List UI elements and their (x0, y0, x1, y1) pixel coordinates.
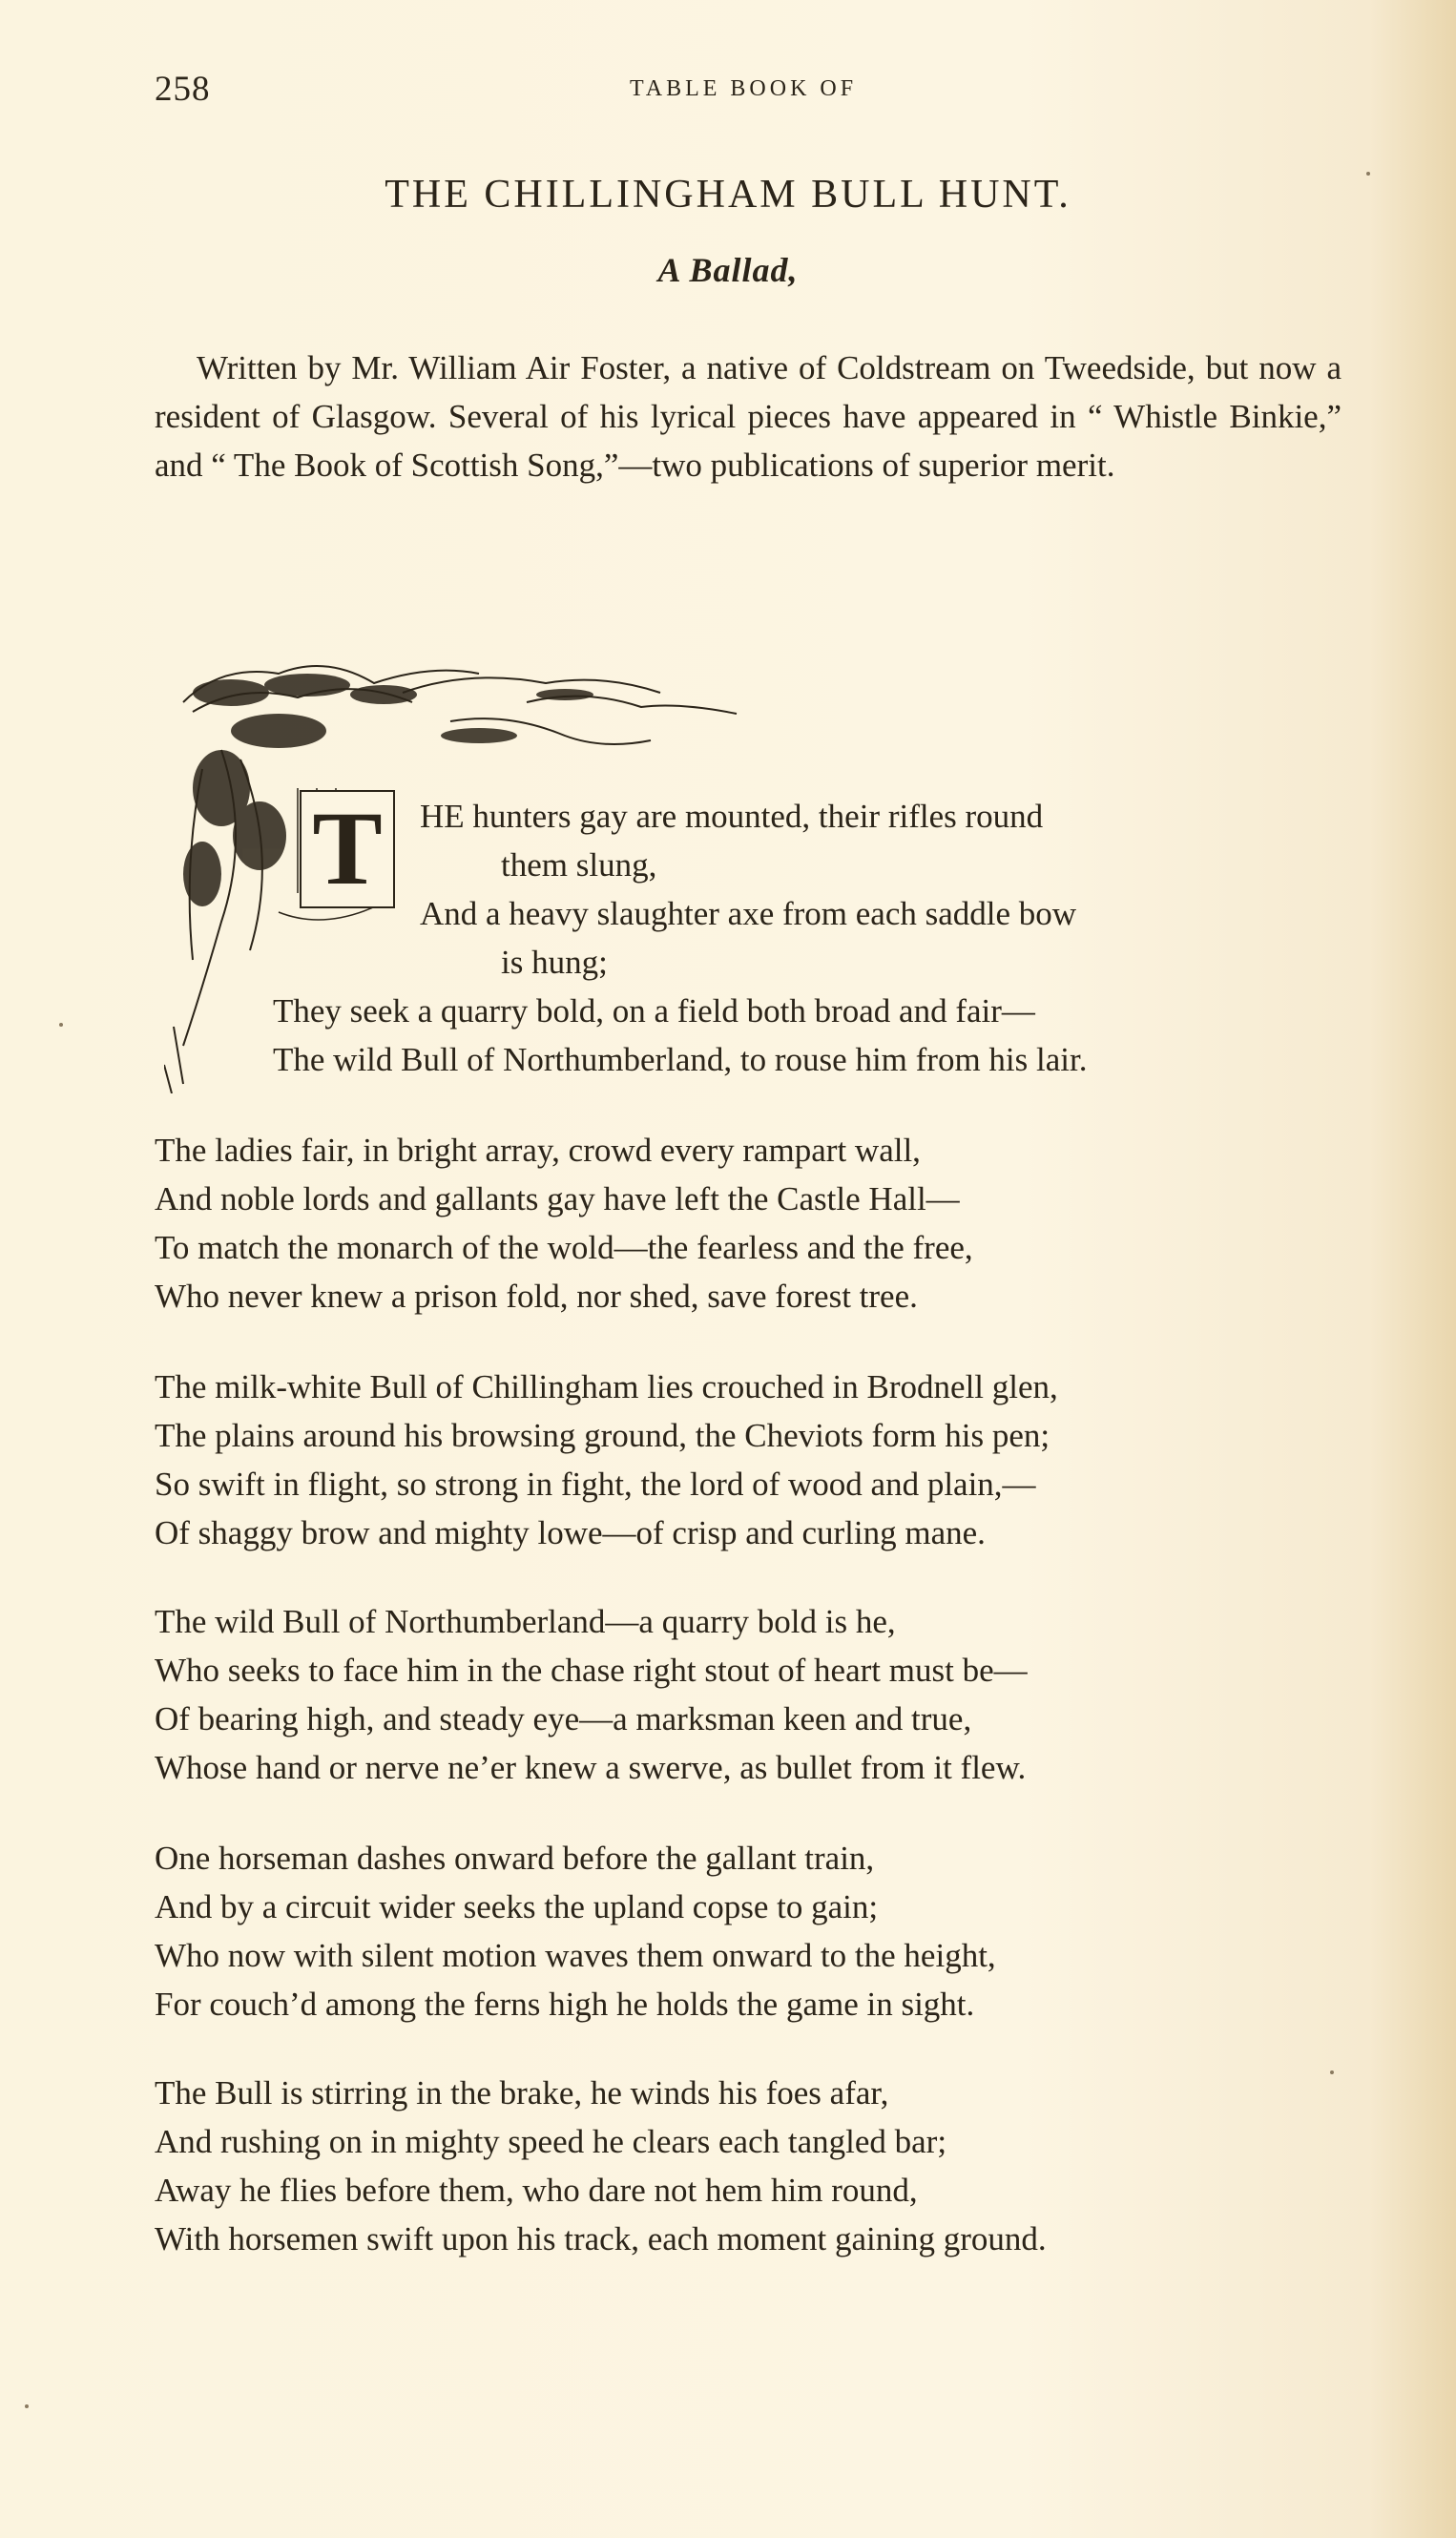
verse-line: So swift in flight, so strong in fight, the lord of wood and plain,— (155, 1466, 1036, 1503)
intro-text: Written by Mr. William Air Foster, a native of Coldstream on Tweedside, but now a resident of Glasgow. Several of his lyrical pieces have appeared in “ Whistle Binkie,” and “ The Book of Scottish Song,”—two publications of superior merit. (155, 349, 1342, 484)
verse-line: The wild Bull of Northumberland—a quarry bold is he, (155, 1603, 896, 1640)
paper-speck (59, 1023, 63, 1027)
verse-line: And noble lords and gallants gay have left the Castle Hall— (155, 1180, 960, 1217)
verse-line: For couch’d among the ferns high he holds the game in sight. (155, 1986, 975, 2023)
page-header (0, 69, 1456, 126)
verse-line: Away he flies before them, who dare not hem him round, (155, 2172, 918, 2209)
stanza-6 (155, 2069, 1047, 2263)
verse-line: The milk-white Bull of Chillingham lies crouched in Brodnell glen, (155, 1368, 1058, 1405)
verse-line: And rushing on in mighty speed he clears each tangled bar; (155, 2123, 947, 2160)
verse-line: Of bearing high, and steady eye—a marksman keen and true, (155, 1700, 972, 1737)
verse-line: The plains around his browsing ground, the Cheviots form his pen; (155, 1417, 1050, 1454)
paper-speck (25, 2404, 29, 2408)
verse-line: And by a circuit wider seeks the upland copse to gain; (155, 1888, 879, 1925)
page-number: 258 (155, 70, 211, 109)
stanza-5 (155, 1834, 996, 2028)
stanza-3 (155, 1363, 1058, 1557)
verse-line: The wild Bull of Northumberland, to rouse him from his lair. (273, 1041, 1088, 1078)
verse-line: Who now with silent motion waves them onward to the height, (155, 1937, 996, 1974)
verse-line: With horsemen swift upon his track, each moment gaining ground. (155, 2220, 1047, 2257)
paper-speck (1330, 2070, 1334, 2074)
drop-cap: T (300, 790, 395, 908)
stanza-2 (155, 1126, 973, 1321)
verse-line: The Bull is stirring in the brake, he winds his foes afar, (155, 2074, 889, 2112)
verse-line: Whose hand or nerve ne’er knew a swerve, as bullet from it flew. (155, 1749, 1027, 1786)
stanza-4 (155, 1597, 1028, 1792)
verse-line: Of shaggy brow and mighty lowe—of crisp and curling mane. (155, 1514, 986, 1551)
ballad-title: THE CHILLINGHAM BULL HUNT. (385, 173, 1071, 217)
verse-line: The ladies fair, in bright array, crowd every rampart wall, (155, 1132, 921, 1169)
ballad-subtitle: A Ballad, (657, 251, 799, 289)
running-head: TABLE BOOK OF (630, 76, 858, 101)
stanza-1 (153, 792, 1345, 1084)
paper-speck (1366, 172, 1370, 176)
verse-line: Who seeks to face him in the chase right stout of heart must be— (155, 1652, 1028, 1689)
verse-line: them slung, (501, 846, 657, 884)
verse-line: To match the monarch of the wold—the fearless and the free, (155, 1229, 973, 1266)
verse-line: They seek a quarry bold, on a field both broad and fair— (273, 992, 1035, 1030)
verse-line: And a heavy slaughter axe from each saddle bow (420, 895, 1077, 932)
verse-line: HE hunters gay are mounted, their rifles round (420, 798, 1044, 835)
intro-paragraph (155, 343, 1342, 489)
verse-line: One horseman dashes onward before the gallant train, (155, 1840, 875, 1877)
verse-line: is hung; (501, 944, 608, 981)
verse-line: Who never knew a prison fold, nor shed, save forest tree. (155, 1278, 918, 1315)
